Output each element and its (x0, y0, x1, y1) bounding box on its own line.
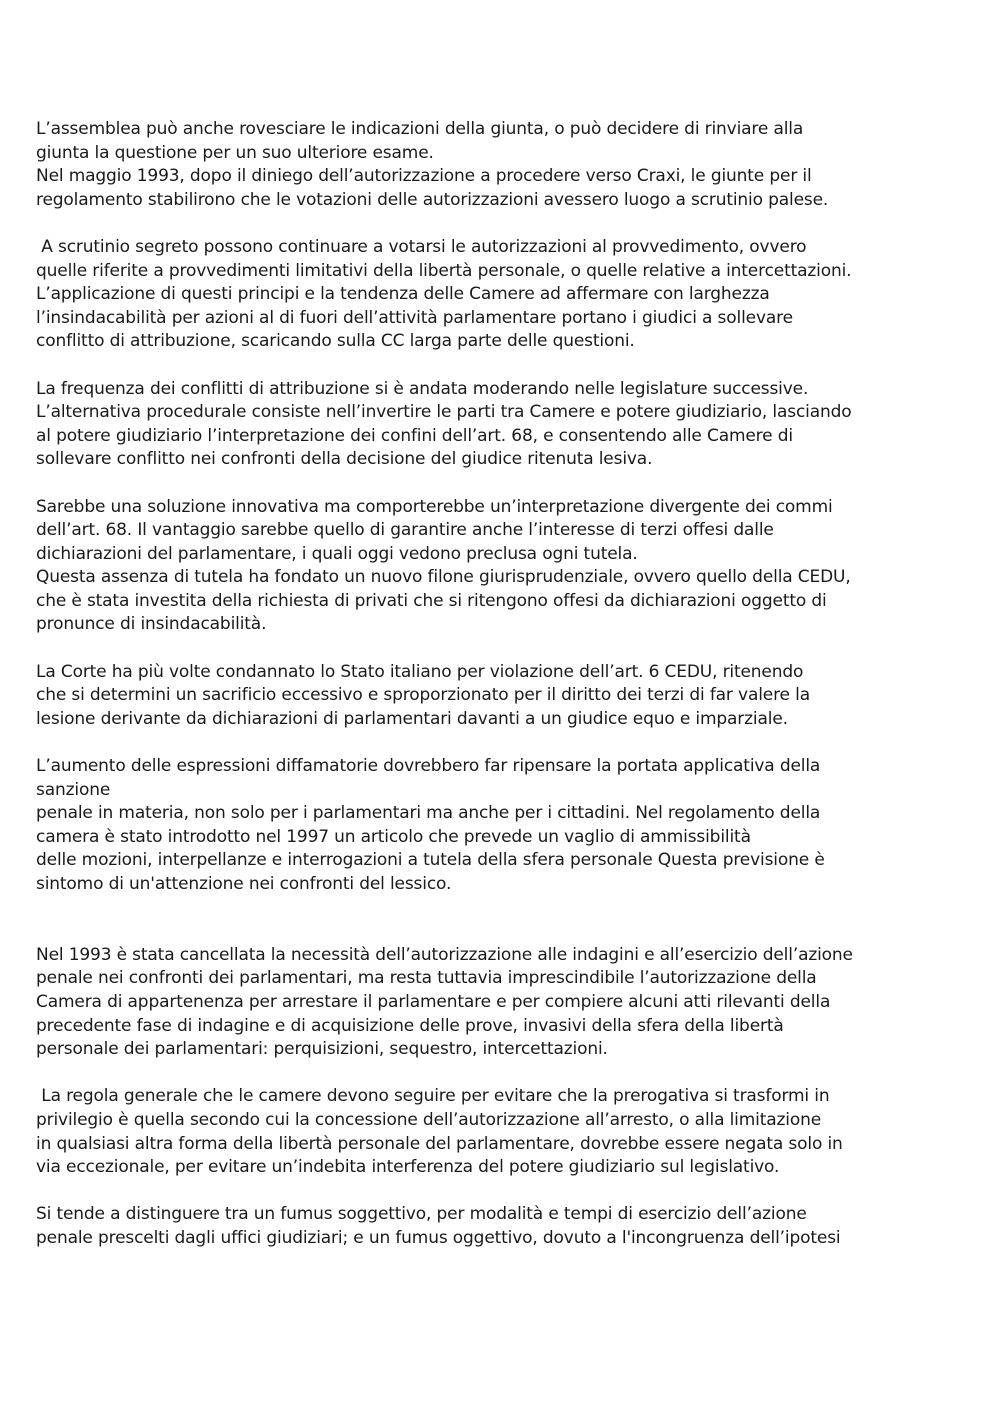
text-line: al potere giudiziario l’interpretazione dei confini dell’art. 68, e consentendo alle Camere di (36, 425, 793, 446)
text-line: quelle riferite a provvedimenti limitativi della libertà personale, o quelle relative a intercettazioni. (36, 260, 852, 281)
text-line: personale dei parlamentari: perquisizioni, sequestro, intercettazioni. (36, 1039, 608, 1060)
text-line: Nel maggio 1993, dopo il diniego dell’autorizzazione a procedere verso Craxi, le giunte per il (36, 166, 812, 187)
text-line: giunta la questione per un suo ulteriore esame. (36, 142, 434, 163)
text-line: La frequenza dei conflitti di attribuzione si è andata moderando nelle legislature successive. (36, 378, 809, 399)
text-line: La Corte ha più volte condannato lo Stato italiano per violazione dell’art. 6 CEDU, ritenendo (36, 661, 804, 682)
text-line: sanzione (36, 779, 111, 800)
paragraph-2 (36, 236, 976, 354)
text-line: conflitto di attribuzione, scaricando sulla CC larga parte delle questioni. (36, 331, 635, 352)
text-line: Sarebbe una soluzione innovativa ma comporterebbe un’interpretazione divergente dei commi (36, 496, 833, 517)
text-line: via eccezionale, per evitare un’indebita interferenza del potere giudiziario sul legislativo. (36, 1157, 780, 1178)
paragraph-spacer (36, 212, 976, 236)
text-line: Camera di appartenenza per arrestare il parlamentare e per compiere alcuni atti rilevanti della (36, 991, 831, 1012)
text-line: dichiarazioni del parlamentare, i quali oggi vedono preclusa ogni tutela. (36, 543, 638, 564)
paragraph-spacer (36, 472, 976, 496)
text-line: in qualsiasi altra forma della libertà personale del parlamentare, dovrebbe essere negata solo in (36, 1133, 843, 1154)
text-line: sintomo di un'attenzione nei confronti del lessico. (36, 874, 452, 894)
text-line: penale nei confronti dei parlamentari, ma resta tuttavia imprescindibile l’autorizzazione della (36, 968, 817, 989)
paragraph-spacer (36, 1062, 976, 1086)
text-line: L’alternativa procedurale consiste nell’invertire le parti tra Camere e potere giudiziario, lasciando (36, 402, 852, 423)
text-line: dell’art. 68. Il vantaggio sarebbe quello di garantire anche l’interesse di terzi offesi dalle (36, 520, 774, 541)
text-line: lesione derivante da dichiarazioni di parlamentari davanti a un giudice equo e imparziale. (36, 708, 788, 729)
text-line: delle mozioni, interpellanze e interrogazioni a tutela della sfera personale Questa previsione è (36, 850, 825, 871)
text-line: penale prescelti dagli uffici giudiziari; e un fumus oggettivo, dovuto a l'incongruenza dell’ipotesi (36, 1227, 841, 1248)
paragraph-4 (36, 496, 976, 638)
paragraph-6 (36, 755, 976, 897)
text-line: L’aumento delle espressioni diffamatorie dovrebbero far ripensare la portata applicativa della (36, 756, 821, 777)
text-line: camera è stato introdotto nel 1997 un articolo che prevede un vaglio di ammissibilità (36, 826, 751, 847)
text-line: sollevare conflitto nei confronti della decisione del giudice ritenuta lesiva. (36, 449, 653, 470)
text-line: A scrutinio segreto possono continuare a votarsi le autorizzazioni al provvedimento, ovvero (36, 236, 807, 257)
text-line: Questa assenza di tutela ha fondato un nuovo filone giurisprudenziale, ovvero quello della CEDU, (36, 567, 851, 588)
text-line: privilegio è quella secondo cui la concessione dell’autorizzazione all’arresto, o alla limitazione (36, 1109, 822, 1130)
paragraph-7 (36, 944, 976, 1062)
text-line: Si tende a distinguere tra un fumus soggettivo, per modalità e tempi di esercizio dell’azione (36, 1204, 807, 1225)
text-line: L’applicazione di questi principi e la tendenza delle Camere ad affermare con larghezza (36, 284, 770, 305)
text-line: l’insindacabilità per azioni al di fuori dell’attività parlamentare portano i giudici a sollevare (36, 307, 793, 328)
paragraph-spacer (36, 637, 976, 661)
section-spacer (36, 897, 976, 944)
text-line: pronunce di insindacabilità. (36, 614, 267, 635)
text-line: Nel 1993 è stata cancellata la necessità dell’autorizzazione alle indagini e all’esercizio dell’azione (36, 944, 853, 965)
paragraph-3 (36, 378, 976, 472)
paragraph-spacer (36, 731, 976, 755)
paragraph-9 (36, 1203, 976, 1250)
text-line: penale in materia, non solo per i parlamentari ma anche per i cittadini. Nel regolamento della (36, 803, 821, 824)
text-line: regolamento stabilirono che le votazioni delle autorizzazioni avessero luogo a scrutinio palese. (36, 189, 829, 210)
text-line: che si determini un sacrificio eccessivo e sproporzionato per il diritto dei terzi di far valere la (36, 685, 810, 706)
text-line: La regola generale che le camere devono seguire per evitare che la prerogativa si trasformi in (36, 1086, 830, 1107)
paragraph-spacer (36, 1180, 976, 1204)
text-line: che è stata investita della richiesta di privati che si ritengono offesi da dichiarazioni oggetto di (36, 590, 827, 611)
text-line: precedente fase di indagine e di acquisizione delle prove, invasivi della sfera della libertà (36, 1015, 784, 1036)
text-line: L’assemblea può anche rovesciare le indicazioni della giunta, o può decidere di rinviare alla (36, 119, 804, 139)
paragraph-spacer (36, 354, 976, 378)
document-body (36, 118, 976, 1251)
paragraph-8 (36, 1085, 976, 1179)
paragraph-5 (36, 661, 976, 732)
paragraph-1 (36, 118, 976, 212)
